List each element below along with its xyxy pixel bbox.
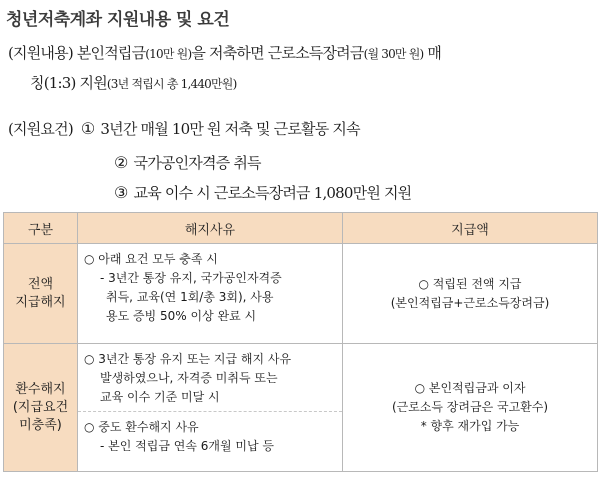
- page-title: 청년저축계좌 지원내용 및 요건: [6, 10, 230, 30]
- support-word: 지원: [79, 74, 107, 92]
- reason-line: 발생하였으나, 자격증 미취득 또는: [100, 371, 278, 385]
- requirement-number-1: ①: [80, 119, 95, 138]
- reason-bullet: ○ 중도 환수해지 사유: [84, 420, 199, 434]
- total-support-amount: (3년 적립시 총 1,440만원): [106, 77, 237, 91]
- payment-cell: [343, 244, 598, 344]
- category-line: 환수해지: [15, 381, 66, 397]
- requirement-number-3: ③: [114, 183, 128, 202]
- payment-line: (근로소득 장려금은 국고환수): [391, 400, 549, 414]
- table-header-row: [4, 213, 598, 244]
- monthly-incentive-amount: (월 30만 원): [363, 47, 424, 61]
- reason-line: 교육 이수 기준 미달 시: [100, 390, 220, 404]
- reason-line: 용도 증빙 50% 이상 완료 시: [106, 309, 257, 323]
- reason-bullet: ○ 아래 요건 모두 충족 시: [84, 252, 218, 266]
- support-text-end: 매: [427, 44, 442, 62]
- reason-line: - 3년간 통장 유지, 국가공인자격증: [100, 271, 282, 285]
- requirement-text-1: 3년간 매월 10만 원 저축 및 근로활동 지속: [100, 120, 360, 138]
- support-text: 을 저축하면 근로소득장려금: [191, 44, 364, 62]
- category-line: 지급해지: [15, 294, 66, 310]
- category-line: (지급요건: [12, 399, 69, 415]
- termination-table: [3, 212, 598, 472]
- category-line: 전액: [27, 276, 54, 292]
- requirement-line-2: [114, 152, 261, 173]
- requirement-line-3: [114, 182, 411, 203]
- self-savings-amount: (10만 원): [145, 47, 192, 61]
- table-row: [4, 244, 598, 344]
- category-full-payment: [4, 244, 78, 344]
- reason-line: - 본인 적립금 연속 6개월 미납 등: [100, 439, 274, 453]
- support-label: (지원내용) 본인적립금: [8, 44, 146, 62]
- reason-cell: [78, 344, 343, 472]
- reason-bullet: ○ 3년간 통장 유지 또는 지급 해지 사유: [84, 352, 292, 366]
- reason-cell: [78, 244, 343, 344]
- payment-line: ○ 적립된 전액 지급: [418, 276, 522, 291]
- payment-line: ○ 본인적립금과 이자: [414, 381, 526, 395]
- matching-ratio: (1:3): [43, 74, 76, 92]
- support-content-line-2: [30, 72, 236, 93]
- category-line: 미충족): [19, 417, 62, 433]
- table-row: [4, 344, 598, 472]
- header-payment: 지급액: [343, 213, 598, 244]
- payment-cell: [343, 344, 598, 472]
- payment-line: * 향후 재가입 가능: [420, 419, 520, 433]
- requirement-text-2: 국가공인자격증 취득: [133, 154, 261, 172]
- requirement-line-1: [8, 118, 360, 139]
- category-clawback: [4, 344, 78, 472]
- reason-line: 취득, 교육(연 1회/총 3회), 사용: [106, 290, 274, 304]
- requirement-number-2: ②: [114, 153, 128, 172]
- header-category: 구분: [4, 213, 78, 244]
- requirements-label: (지원요건): [8, 120, 73, 138]
- requirement-text-3: 교육 이수 시 근로소득장려금 1,080만원 지원: [133, 184, 412, 202]
- support-text-cont: 칭: [30, 74, 44, 92]
- header-reason: 해지사유: [78, 213, 343, 244]
- payment-line: (본인적립금+근로소득장려금): [390, 295, 550, 310]
- support-content-line-1: [8, 42, 441, 63]
